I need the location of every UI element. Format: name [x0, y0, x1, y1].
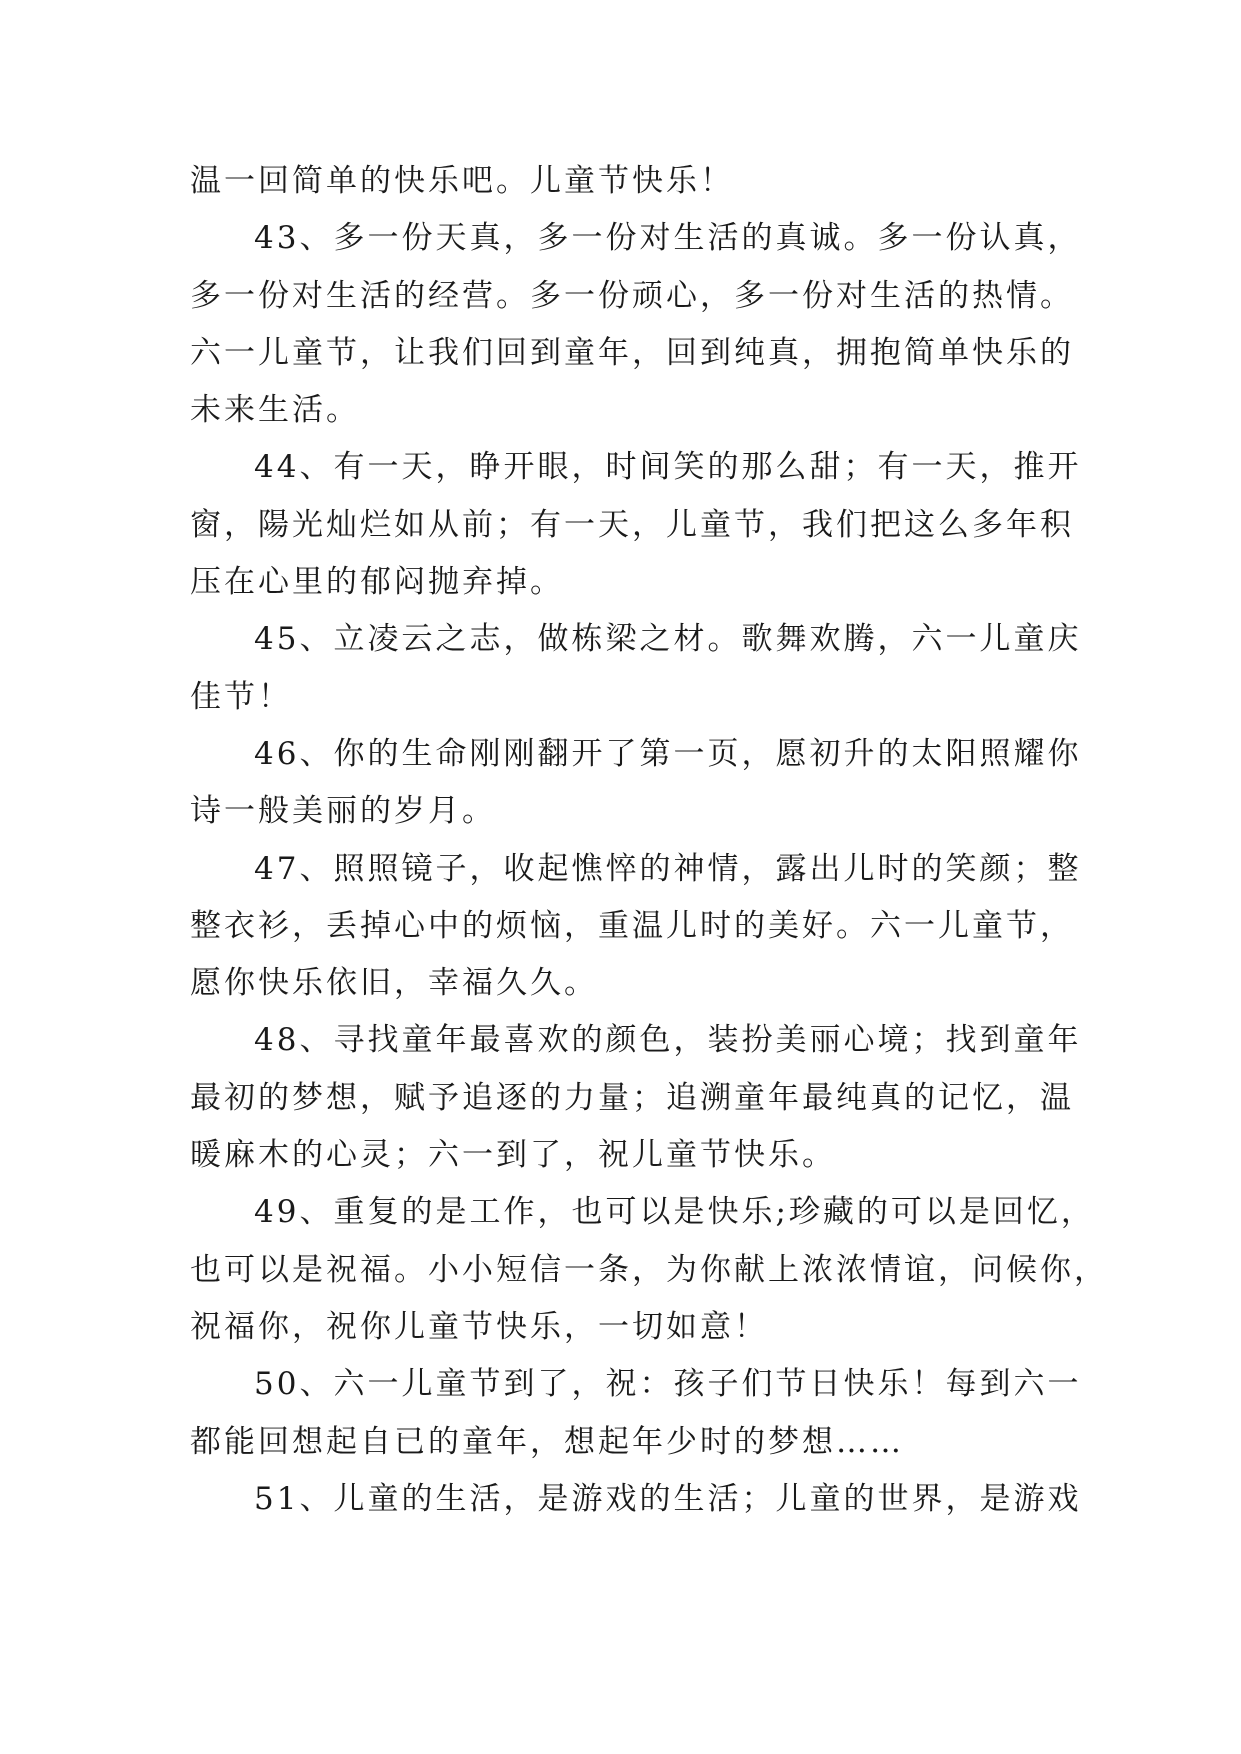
- text-line: 佳节！: [190, 678, 292, 715]
- text-line: 最初的梦想，赋予追逐的力量；追溯童年最纯真的记忆，温: [190, 1079, 1074, 1116]
- text-line: 也可以是祝福。小小短信一条，为你献上浓浓情谊，问候你，: [190, 1251, 1108, 1288]
- document-body: [190, 153, 1108, 1528]
- text-line: 51、儿童的生活，是游戏的生活；儿童的世界，是游戏: [254, 1480, 1082, 1517]
- text-line: 50、六一儿童节到了，祝：孩子们节日快乐！每到六一: [254, 1366, 1082, 1403]
- text-line: 43、多一份天真，多一份对生活的真诚。多一份认真，: [254, 220, 1082, 257]
- text-line: 窗，陽光灿烂如从前；有一天，儿童节，我们把这么多年积: [190, 506, 1074, 543]
- text-line: 45、立凌云之志，做栋梁之材。歌舞欢腾，六一儿童庆: [254, 621, 1082, 658]
- text-line: 温一回简单的快乐吧。儿童节快乐！: [190, 163, 734, 199]
- text-line: 祝福你，祝你儿童节快乐，一切如意！: [190, 1308, 768, 1345]
- text-line: 愿你快乐依旧，幸福久久。: [190, 965, 598, 1002]
- text-line: 47、照照镜子，收起憔悴的神情，露出儿时的笑颜；整: [254, 850, 1082, 887]
- text-line: 未来生活。: [190, 392, 360, 429]
- text-line: 六一儿童节，让我们回到童年，回到纯真，拥抱简单快乐的: [190, 334, 1074, 371]
- text-line: 46、你的生命刚刚翻开了第一页，愿初升的太阳照耀你: [254, 735, 1082, 772]
- text-line: 压在心里的郁闷抛弃掉。: [190, 564, 564, 601]
- text-line: 48、寻找童年最喜欢的颜色，装扮美丽心境；找到童年: [254, 1022, 1082, 1059]
- text-line: 暖麻木的心灵；六一到了，祝儿童节快乐。: [190, 1137, 836, 1174]
- text-line: 整衣衫，丢掉心中的烦恼，重温儿时的美好。六一儿童节，: [190, 907, 1074, 944]
- text-line: 诗一般美丽的岁月。: [190, 793, 496, 830]
- text-line: 多一份对生活的经营。多一份顽心，多一份对生活的热情。: [190, 277, 1074, 314]
- text-line: 都能回想起自已的童年，想起年少时的梦想……: [190, 1423, 904, 1460]
- text-line: 49、重复的是工作，也可以是快乐;珍藏的可以是回忆，: [254, 1194, 1095, 1231]
- text-line: 44、有一天，睁开眼，时间笑的那么甜；有一天，推开: [254, 449, 1082, 486]
